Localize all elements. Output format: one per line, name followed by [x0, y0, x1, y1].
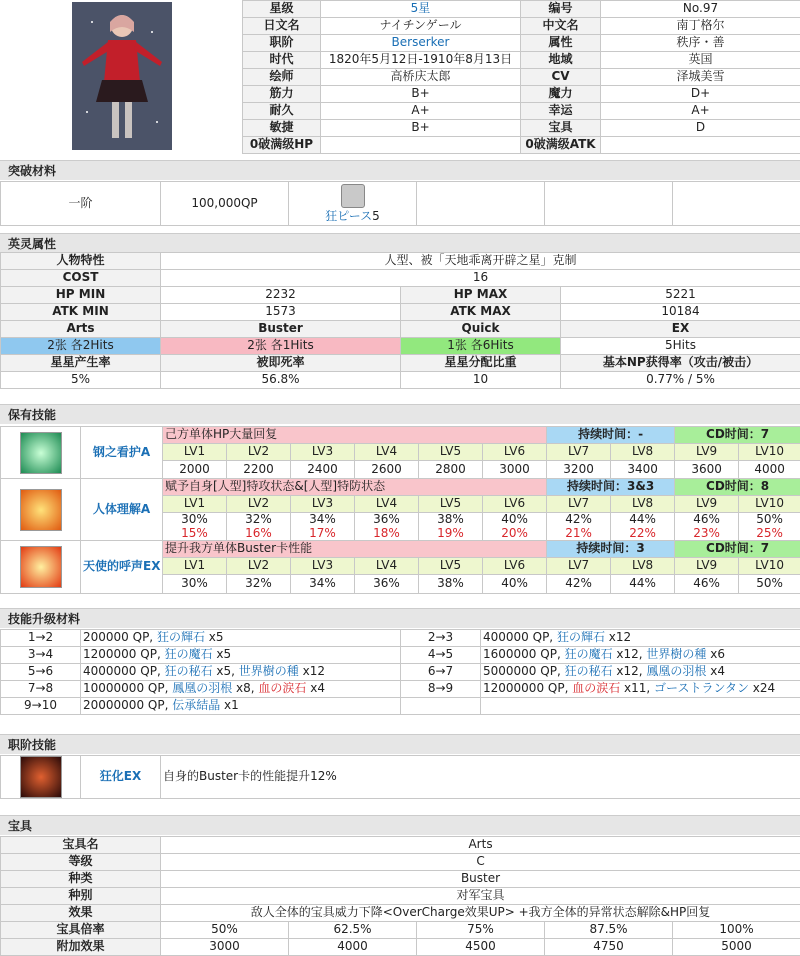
- class-skill-desc: 自身的Buster卡的性能提升12%: [161, 756, 800, 799]
- skill-value: 34%: [291, 575, 355, 594]
- material-count: x1: [220, 698, 239, 713]
- skill-value: 2800: [419, 461, 483, 479]
- upgrade-qp: 1600000 QP,: [483, 647, 565, 662]
- str-label: 筋力: [243, 86, 321, 103]
- skill-value: 36%: [355, 513, 419, 527]
- np-kind: 对军宝具: [161, 888, 800, 905]
- skill-value: 38%: [419, 513, 483, 527]
- np-effect: 敌人全体的宝具威力下降<OverCharge效果UP> +我方全体的异常状态解除&HP回复: [161, 905, 800, 922]
- skill-2-name[interactable]: 人体理解A: [81, 479, 163, 541]
- quick-value: 1张 各6Hits: [401, 338, 561, 355]
- skill-2-cd: CD时间：8: [675, 479, 800, 496]
- skill-value: 2200: [227, 461, 291, 479]
- upgrade-materials: [81, 698, 401, 715]
- upgrade-materials: [81, 647, 401, 664]
- star-label: 星级: [243, 1, 321, 18]
- lv-header: LV2: [227, 496, 291, 513]
- np-name: Arts: [161, 837, 800, 854]
- upgrade-materials: [481, 664, 800, 681]
- np-rank-label: 等级: [1, 854, 161, 871]
- lv-header: LV2: [227, 444, 291, 461]
- star-abs-label: 星星分配比重: [401, 355, 561, 372]
- lv-header: LV5: [419, 444, 483, 461]
- skill-value: 25%: [739, 527, 800, 541]
- skill-value: 18%: [355, 527, 419, 541]
- atkmax-label: ATK MAX: [401, 304, 561, 321]
- end-label: 耐久: [243, 103, 321, 120]
- np-rank-value: D: [601, 120, 800, 137]
- attr-label: 属性: [521, 35, 601, 52]
- upgrade-table: [0, 629, 800, 715]
- skill-2-icon-cell[interactable]: [1, 479, 81, 541]
- skill-value: 34%: [291, 513, 355, 527]
- section-attributes: 英灵属性: [0, 233, 800, 253]
- lv-header: LV4: [355, 558, 419, 575]
- region-value: 英国: [601, 52, 800, 69]
- buster-value: 2张 各1Hits: [161, 338, 401, 355]
- lv-header: LV3: [291, 558, 355, 575]
- skill-1-name[interactable]: 钢之看护A: [81, 427, 163, 479]
- servant-portrait[interactable]: [72, 2, 172, 150]
- upgrade-qp: 20000000 QP,: [83, 698, 173, 713]
- atk-value: [601, 137, 800, 154]
- skill-1-desc: 己方单体HP大量回复: [163, 427, 547, 444]
- skill-value: 2600: [355, 461, 419, 479]
- trait-value: 人型、被「天地乖离开辟之星」克制: [161, 253, 800, 270]
- material-count: x6: [706, 647, 725, 662]
- lv-header: LV10: [739, 558, 800, 575]
- upgrade-materials: [481, 681, 800, 698]
- np-effect-label: 效果: [1, 905, 161, 922]
- skill-value: 50%: [739, 513, 800, 527]
- upgrade-materials: [81, 630, 401, 647]
- material-link[interactable]: 狂の魔石: [164, 647, 213, 662]
- material-link[interactable]: 狂の秘石: [164, 664, 213, 679]
- mag-label: 魔力: [521, 86, 601, 103]
- attr-value: 秩序・善: [601, 35, 800, 52]
- section-np: 宝具: [0, 815, 800, 835]
- star-gen-value: 5%: [1, 372, 161, 389]
- mag-value: D+: [601, 86, 800, 103]
- end-value: A+: [321, 103, 521, 120]
- skill-value: 44%: [611, 575, 675, 594]
- skill-value: 38%: [419, 575, 483, 594]
- np-type: Buster: [161, 871, 800, 888]
- skill-value: 3000: [483, 461, 547, 479]
- table-row: [1, 681, 800, 698]
- upgrade-qp: 4000000 QP,: [83, 664, 165, 679]
- section-upgrade: 技能升级材料: [0, 608, 800, 628]
- hpmin-value: 2232: [161, 287, 401, 304]
- skill-value: 40%: [483, 575, 547, 594]
- no-value: No.97: [601, 1, 800, 18]
- luk-label: 幸运: [521, 103, 601, 120]
- material-link[interactable]: 狂の魔石: [564, 647, 613, 662]
- str-value: B+: [321, 86, 521, 103]
- material-link[interactable]: 狂の輝石: [556, 630, 605, 645]
- skill-value: 22%: [611, 527, 675, 541]
- attack-up-icon[interactable]: [20, 489, 62, 531]
- material-count: x11,: [620, 681, 655, 696]
- table-row: [1, 664, 800, 681]
- np-extra: 3000: [161, 939, 289, 956]
- class-skill-table: [0, 755, 800, 799]
- ascension-item[interactable]: [289, 182, 417, 226]
- np-rank-label: 宝具: [521, 120, 601, 137]
- skill-value: 36%: [355, 575, 419, 594]
- upgrade-step: 8→9: [401, 681, 481, 698]
- buster-label: Buster: [161, 321, 401, 338]
- skill-value: 42%: [547, 513, 611, 527]
- lv-header: LV10: [739, 444, 800, 461]
- skill-value: 46%: [675, 575, 739, 594]
- np-kind-label: 种别: [1, 888, 161, 905]
- arts-label: Arts: [1, 321, 161, 338]
- star-gen-label: 星星产生率: [1, 355, 161, 372]
- agi-value: B+: [321, 120, 521, 137]
- star-link[interactable]: 5星: [321, 1, 521, 18]
- skills-table: [0, 426, 800, 594]
- atkmin-label: ATK MIN: [1, 304, 161, 321]
- lv-header: LV5: [419, 496, 483, 513]
- np-ratio: 62.5%: [289, 922, 417, 939]
- lv-header: LV6: [483, 558, 547, 575]
- skill-value: 23%: [675, 527, 739, 541]
- luk-value: A+: [601, 103, 800, 120]
- atk-label: 0破满级ATK: [521, 137, 601, 154]
- trait-label: 人物特性: [1, 253, 161, 270]
- np-extra: 4000: [289, 939, 417, 956]
- skill-value: 17%: [291, 527, 355, 541]
- material-link[interactable]: 鳳凰の羽根: [646, 664, 707, 679]
- skill-value: 32%: [227, 513, 291, 527]
- upgrade-step: 7→8: [1, 681, 81, 698]
- material-link[interactable]: ゴーストランタン: [654, 681, 749, 696]
- ascension-stage: 一阶: [1, 182, 161, 226]
- skill-value: 21%: [547, 527, 611, 541]
- skill-value: 15%: [163, 527, 227, 541]
- death-value: 56.8%: [161, 372, 401, 389]
- skill-value: 30%: [163, 575, 227, 594]
- ex-value: 5Hits: [561, 338, 800, 355]
- lv-header: LV6: [483, 444, 547, 461]
- hp-value: [321, 137, 521, 154]
- lv-header: LV4: [355, 496, 419, 513]
- lv-header: LV2: [227, 558, 291, 575]
- hpmin-label: HP MIN: [1, 287, 161, 304]
- skill-value: 30%: [163, 513, 227, 527]
- material-count: x5,: [212, 664, 239, 679]
- material-link[interactable]: 血の涙石: [258, 681, 307, 696]
- skill-3-desc: 提升我方单体Buster卡性能: [163, 541, 547, 558]
- skill-value: 42%: [547, 575, 611, 594]
- lv-header: LV1: [163, 496, 227, 513]
- material-count: x4: [706, 664, 725, 679]
- class-skill-icon-cell[interactable]: [1, 756, 81, 799]
- upgrade-qp: 12000000 QP,: [483, 681, 573, 696]
- lv-header: LV1: [163, 444, 227, 461]
- skill-value: 19%: [419, 527, 483, 541]
- skill-value: 44%: [611, 513, 675, 527]
- upgrade-materials: [81, 664, 401, 681]
- material-link[interactable]: 狂の秘石: [564, 664, 613, 679]
- material-count: x5: [212, 647, 232, 662]
- skill-value: 3400: [611, 461, 675, 479]
- material-link[interactable]: 伝承結晶: [172, 698, 221, 713]
- material-count: x12,: [612, 647, 647, 662]
- hp-label: 0破满级HP: [243, 137, 321, 154]
- material-count: x12,: [612, 664, 647, 679]
- upgrade-materials: [481, 698, 800, 715]
- star-abs-value: 10: [401, 372, 561, 389]
- table-row: [1, 630, 800, 647]
- skill-value: 32%: [227, 575, 291, 594]
- lv-header: LV7: [547, 558, 611, 575]
- np-gain-value: 0.77% / 5%: [561, 372, 800, 389]
- atkmin-value: 1573: [161, 304, 401, 321]
- skill-value: 46%: [675, 513, 739, 527]
- material-link[interactable]: 世界樹の種: [238, 664, 299, 679]
- hpmax-value: 5221: [561, 287, 800, 304]
- upgrade-qp: 400000 QP,: [483, 630, 557, 645]
- upgrade-step: 5→6: [1, 664, 81, 681]
- atkmax-value: 10184: [561, 304, 800, 321]
- material-link[interactable]: 狂の輝石: [156, 630, 205, 645]
- attributes-table: [0, 252, 800, 389]
- np-extra-label: 附加效果: [1, 939, 161, 956]
- skill-value: 2400: [291, 461, 355, 479]
- np-ratio: 87.5%: [545, 922, 673, 939]
- upgrade-qp: 1200000 QP,: [83, 647, 165, 662]
- skill-1-icon-cell[interactable]: [1, 427, 81, 479]
- skill-value: 50%: [739, 575, 800, 594]
- skill-3-duration: 持续时间：3: [547, 541, 675, 558]
- np-type-label: 种类: [1, 871, 161, 888]
- lv-header: LV1: [163, 558, 227, 575]
- material-count: x12: [298, 664, 325, 679]
- skill-3-icon-cell[interactable]: [1, 541, 81, 594]
- np-name-label: 宝具名: [1, 837, 161, 854]
- skill-3-cd: CD时间：7: [675, 541, 800, 558]
- np-table: [0, 836, 800, 956]
- material-count: x5: [204, 630, 224, 645]
- ascension-empty-2: [545, 182, 673, 226]
- np-gain-label: 基本NP获得率（攻击/被击）: [561, 355, 800, 372]
- buster-up-icon[interactable]: [20, 546, 62, 588]
- lv-header: LV7: [547, 496, 611, 513]
- lv-header: LV8: [611, 496, 675, 513]
- material-count: x4: [306, 681, 325, 696]
- berserker-piece-icon[interactable]: [341, 184, 365, 208]
- material-count: x8,: [232, 681, 259, 696]
- skill-value: 2000: [163, 461, 227, 479]
- era-label: 时代: [243, 52, 321, 69]
- ascension-table: [0, 181, 800, 226]
- skill-2-duration: 持续时间：3&3: [547, 479, 675, 496]
- lv-header: LV10: [739, 496, 800, 513]
- ascension-empty-3: [673, 182, 800, 226]
- ascension-item-name[interactable]: 狂ピース: [325, 208, 373, 223]
- material-link[interactable]: 血の涙石: [572, 681, 621, 696]
- cv-label: CV: [521, 69, 601, 86]
- lv-header: LV3: [291, 496, 355, 513]
- class-link[interactable]: Berserker: [321, 35, 521, 52]
- upgrade-step: 4→5: [401, 647, 481, 664]
- table-row: [1, 647, 800, 664]
- jp-name: ナイチンゲール: [321, 18, 521, 35]
- region-label: 地域: [521, 52, 601, 69]
- np-extra: 4750: [545, 939, 673, 956]
- skill-value: 16%: [227, 527, 291, 541]
- section-skills: 保有技能: [0, 404, 800, 424]
- cost-value: 16: [161, 270, 800, 287]
- np-extra: 4500: [417, 939, 545, 956]
- madness-icon[interactable]: [20, 756, 62, 798]
- arts-value: 2张 各2Hits: [1, 338, 161, 355]
- upgrade-step: 6→7: [401, 664, 481, 681]
- profile-table: [242, 0, 800, 154]
- cost-label: COST: [1, 270, 161, 287]
- artist-label: 绘师: [243, 69, 321, 86]
- upgrade-materials: [81, 681, 401, 698]
- upgrade-materials: [481, 630, 800, 647]
- section-class-skill: 职阶技能: [0, 734, 800, 754]
- upgrade-qp: 5000000 QP,: [483, 664, 565, 679]
- class-skill-name[interactable]: 狂化EX: [81, 756, 161, 799]
- ascension-qp: 100,000QP: [161, 182, 289, 226]
- skill-1-cd: CD时间：7: [675, 427, 800, 444]
- upgrade-materials: [481, 647, 800, 664]
- skill-1-duration: 持续时间：-: [547, 427, 675, 444]
- np-extra: 5000: [673, 939, 800, 956]
- era-value: 1820年5月12日-1910年8月13日: [321, 52, 521, 69]
- skill-value: 3600: [675, 461, 739, 479]
- upgrade-step: [401, 698, 481, 715]
- upgrade-qp: 200000 QP,: [83, 630, 157, 645]
- lv-header: LV6: [483, 496, 547, 513]
- quick-label: Quick: [401, 321, 561, 338]
- agi-label: 敏捷: [243, 120, 321, 137]
- skill-2-desc: 赋予自身[人型]特攻状态&[人型]特防状态: [163, 479, 547, 496]
- upgrade-step: 3→4: [1, 647, 81, 664]
- upgrade-step: 2→3: [401, 630, 481, 647]
- skill-3-name[interactable]: 天使的呼声EX: [81, 541, 163, 594]
- lv-header: LV8: [611, 558, 675, 575]
- ex-label: EX: [561, 321, 800, 338]
- lv-header: LV7: [547, 444, 611, 461]
- jp-name-label: 日文名: [243, 18, 321, 35]
- material-count: x12: [604, 630, 632, 645]
- cv-value: 泽城美雪: [601, 69, 800, 86]
- artist-value: 高桥庆太郎: [321, 69, 521, 86]
- lv-header: LV4: [355, 444, 419, 461]
- cn-name: 南丁格尔: [601, 18, 800, 35]
- material-link[interactable]: 世界樹の種: [646, 647, 707, 662]
- lv-header: LV3: [291, 444, 355, 461]
- lv-header: LV9: [675, 558, 739, 575]
- skill-value: 3200: [547, 461, 611, 479]
- death-label: 被即死率: [161, 355, 401, 372]
- ascension-empty-1: [417, 182, 545, 226]
- hpmax-label: HP MAX: [401, 287, 561, 304]
- section-ascension: 突破材料: [0, 160, 800, 180]
- np-ratio: 50%: [161, 922, 289, 939]
- class-label: 职阶: [243, 35, 321, 52]
- heal-icon[interactable]: [20, 432, 62, 474]
- lv-header: LV5: [419, 558, 483, 575]
- np-ratio-label: 宝具倍率: [1, 922, 161, 939]
- upgrade-qp: 10000000 QP,: [83, 681, 173, 696]
- ascension-item-count: 5: [372, 208, 380, 223]
- table-row: [1, 698, 800, 715]
- lv-header: LV8: [611, 444, 675, 461]
- np-ratio: 75%: [417, 922, 545, 939]
- material-count: x24: [748, 681, 776, 696]
- cn-name-label: 中文名: [521, 18, 601, 35]
- upgrade-step: 9→10: [1, 698, 81, 715]
- lv-header: LV9: [675, 496, 739, 513]
- skill-value: 40%: [483, 513, 547, 527]
- skill-value: 4000: [739, 461, 800, 479]
- no-label: 编号: [521, 1, 601, 18]
- upgrade-step: 1→2: [1, 630, 81, 647]
- skill-value: 20%: [483, 527, 547, 541]
- material-link[interactable]: 鳳凰の羽根: [172, 681, 233, 696]
- np-rank: C: [161, 854, 800, 871]
- np-ratio: 100%: [673, 922, 800, 939]
- lv-header: LV9: [675, 444, 739, 461]
